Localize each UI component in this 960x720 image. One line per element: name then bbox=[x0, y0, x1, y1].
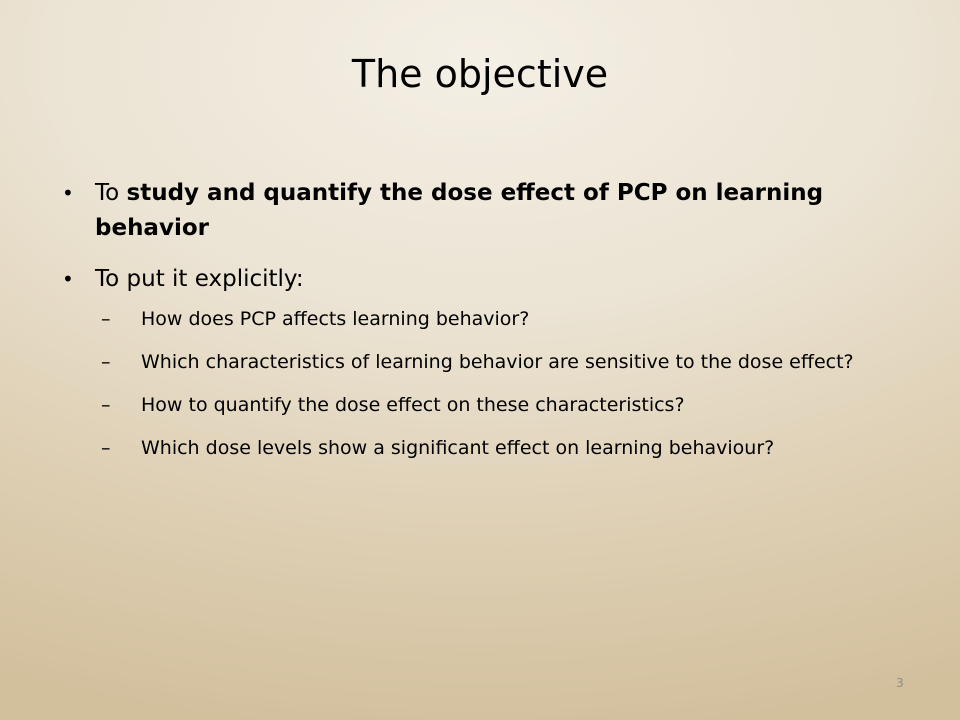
bullet-marker: • bbox=[62, 267, 74, 291]
sub-bullet-marker: – bbox=[101, 437, 111, 459]
sub-bullet-text: Which characteristics of learning behavior are sensitive to the dose effect? bbox=[141, 351, 854, 373]
slide-title: The objective bbox=[351, 52, 609, 96]
sub-bullet-marker: – bbox=[101, 394, 111, 416]
bullet-item-explicit bbox=[62, 262, 882, 297]
page-number: 3 bbox=[896, 676, 904, 690]
bullet-marker: • bbox=[62, 181, 74, 205]
sub-bullet-marker: – bbox=[101, 351, 111, 373]
sub-bullet-item bbox=[62, 390, 882, 420]
sub-bullet-text: How to quantify the dose effect on these characteristics? bbox=[141, 394, 685, 416]
sub-bullet-item bbox=[62, 433, 882, 463]
sub-bullet-text: Which dose levels show a significant effect on learning behaviour? bbox=[141, 437, 775, 459]
bullet-text: To put it explicitly: bbox=[95, 266, 304, 292]
sub-bullet-text: How does PCP affects learning behavior? bbox=[141, 308, 530, 330]
bullet-bold-text: study and quantify the dose effect of PCP on learning behavior bbox=[95, 180, 824, 241]
slide-content bbox=[62, 176, 882, 476]
sub-bullet-item bbox=[62, 347, 882, 377]
bullet-item-objective bbox=[62, 176, 882, 246]
bullet-prefix-text: To bbox=[95, 180, 127, 206]
sub-bullet-marker: – bbox=[101, 308, 111, 330]
sub-bullet-list bbox=[62, 304, 882, 463]
sub-bullet-item bbox=[62, 304, 882, 334]
